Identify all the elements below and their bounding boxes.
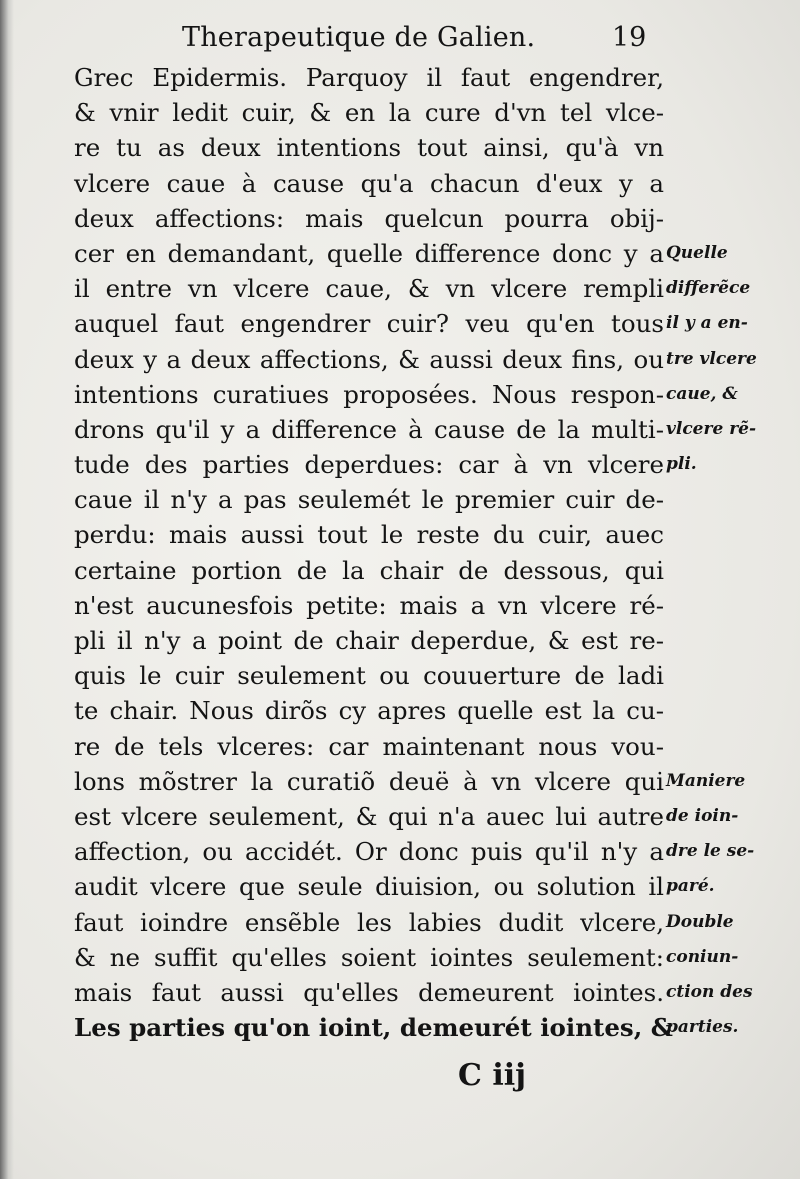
margin-note-line: paré. (666, 876, 715, 897)
running-head: Therapeutique de Galien. (182, 22, 536, 53)
margin-note-line: differẽce (666, 278, 751, 299)
text-line: Les parties qu'on ioint, demeurét iointes, & (74, 1013, 673, 1043)
text-line: pli il n'y a point de chair deperdue, & est re- (74, 626, 664, 655)
text-line: certaine portion de la chair de dessous, qui (74, 555, 664, 585)
text-line: deux y a deux affections, & aussi deux fins, ou (74, 344, 664, 374)
margin-note-line: ction des (666, 981, 753, 1002)
margin-note-line (666, 482, 796, 517)
margin-note-line: de ioin- (666, 805, 739, 826)
margin-note-line (666, 166, 796, 201)
text-line: il entre vn vlcere caue, & vn vlcere rempli (74, 274, 664, 304)
margin-note-line (666, 623, 796, 658)
text-line: re de tels vlceres: car maintenant nous vou- (74, 731, 664, 761)
margin-note-line (666, 658, 796, 693)
body-text (74, 60, 673, 1045)
margin-note-line (666, 130, 796, 165)
text-line: auquel faut engendrer cuir? veu qu'en tous (74, 309, 664, 339)
margin-note-line: Quelle (666, 242, 728, 263)
text-line: cer en demandant, quelle difference donc y a (74, 238, 664, 268)
margin-note-line: il y a en- (666, 313, 748, 334)
margin-note-line: vlcere rẽ- (666, 418, 757, 439)
text-line: re tu as deux intentions tout ainsi, qu'à vn (74, 133, 664, 163)
text-line: tude des parties deperdues: car à vn vlcere (74, 450, 664, 480)
text-line: audit vlcere que seule diuision, ou solution il (74, 872, 664, 902)
margin-note-line (666, 517, 796, 552)
margin-note-line: caue, & (666, 383, 738, 404)
margin-note-line (666, 588, 796, 623)
page-number: 19 (612, 22, 647, 53)
margin-note-line (666, 553, 796, 588)
margin-note-line (666, 60, 796, 95)
text-line: quis le cuir seulement ou couuerture de ladi (74, 661, 664, 691)
text-line: vlcere caue à cause qu'a chacun d'eux y a (74, 168, 664, 198)
margin-note-line: parties. (666, 1017, 739, 1038)
text-line: caue il n'y a pas seulemét le premier cuir de- (74, 485, 664, 515)
text-line: n'est aucunesfois petite: mais a vn vlcere ré- (74, 590, 664, 620)
text-line: te chair. Nous dirõs cy apres quelle est la cu- (74, 696, 664, 726)
text-line: & vnir ledit cuir, & en la cure d'vn tel vlce- (74, 98, 664, 128)
text-line: intentions curatiues proposées. Nous respon- (74, 379, 664, 409)
margin-note-line: Maniere (666, 770, 746, 791)
text-line: perdu: mais aussi tout le reste du cuir, auec (74, 520, 664, 550)
text-line: lons mõstrer la curatiõ deuë à vn vlcere qui (74, 766, 664, 796)
page-edge-shadow (0, 0, 14, 1179)
margin-note-line (666, 201, 796, 236)
text-line: affection, ou accidét. Or donc puis qu'il n'y a (74, 837, 664, 867)
text-line: Grec Epidermis. Parquoy il faut engendrer, (74, 63, 664, 92)
text-line: deux affections: mais quelcun pourra obij- (74, 203, 664, 233)
margin-note-line: pli. (666, 454, 697, 475)
text-line: & ne suffit qu'elles soient iointes seulement: (74, 942, 664, 972)
signature-mark: C iij (458, 1058, 526, 1093)
margin-note-line (666, 95, 796, 130)
margin-note-line: Double (666, 911, 734, 932)
margin-note-line (666, 729, 796, 764)
margin-note-line: dre le se- (666, 841, 755, 862)
text-line: mais faut aussi qu'elles demeurent iointes. (74, 977, 664, 1007)
margin-note-line: tre vlcere (666, 348, 757, 369)
margin-note-line: coniun- (666, 946, 739, 967)
margin-note-line (666, 693, 796, 728)
text-line: faut ioindre ensẽble les labies dudit vlcere, (74, 907, 664, 937)
margin-notes (666, 60, 796, 1045)
text-line: est vlcere seulement, & qui n'a auec lui autre (74, 801, 664, 831)
text-line: drons qu'il y a difference à cause de la multi- (74, 414, 664, 444)
